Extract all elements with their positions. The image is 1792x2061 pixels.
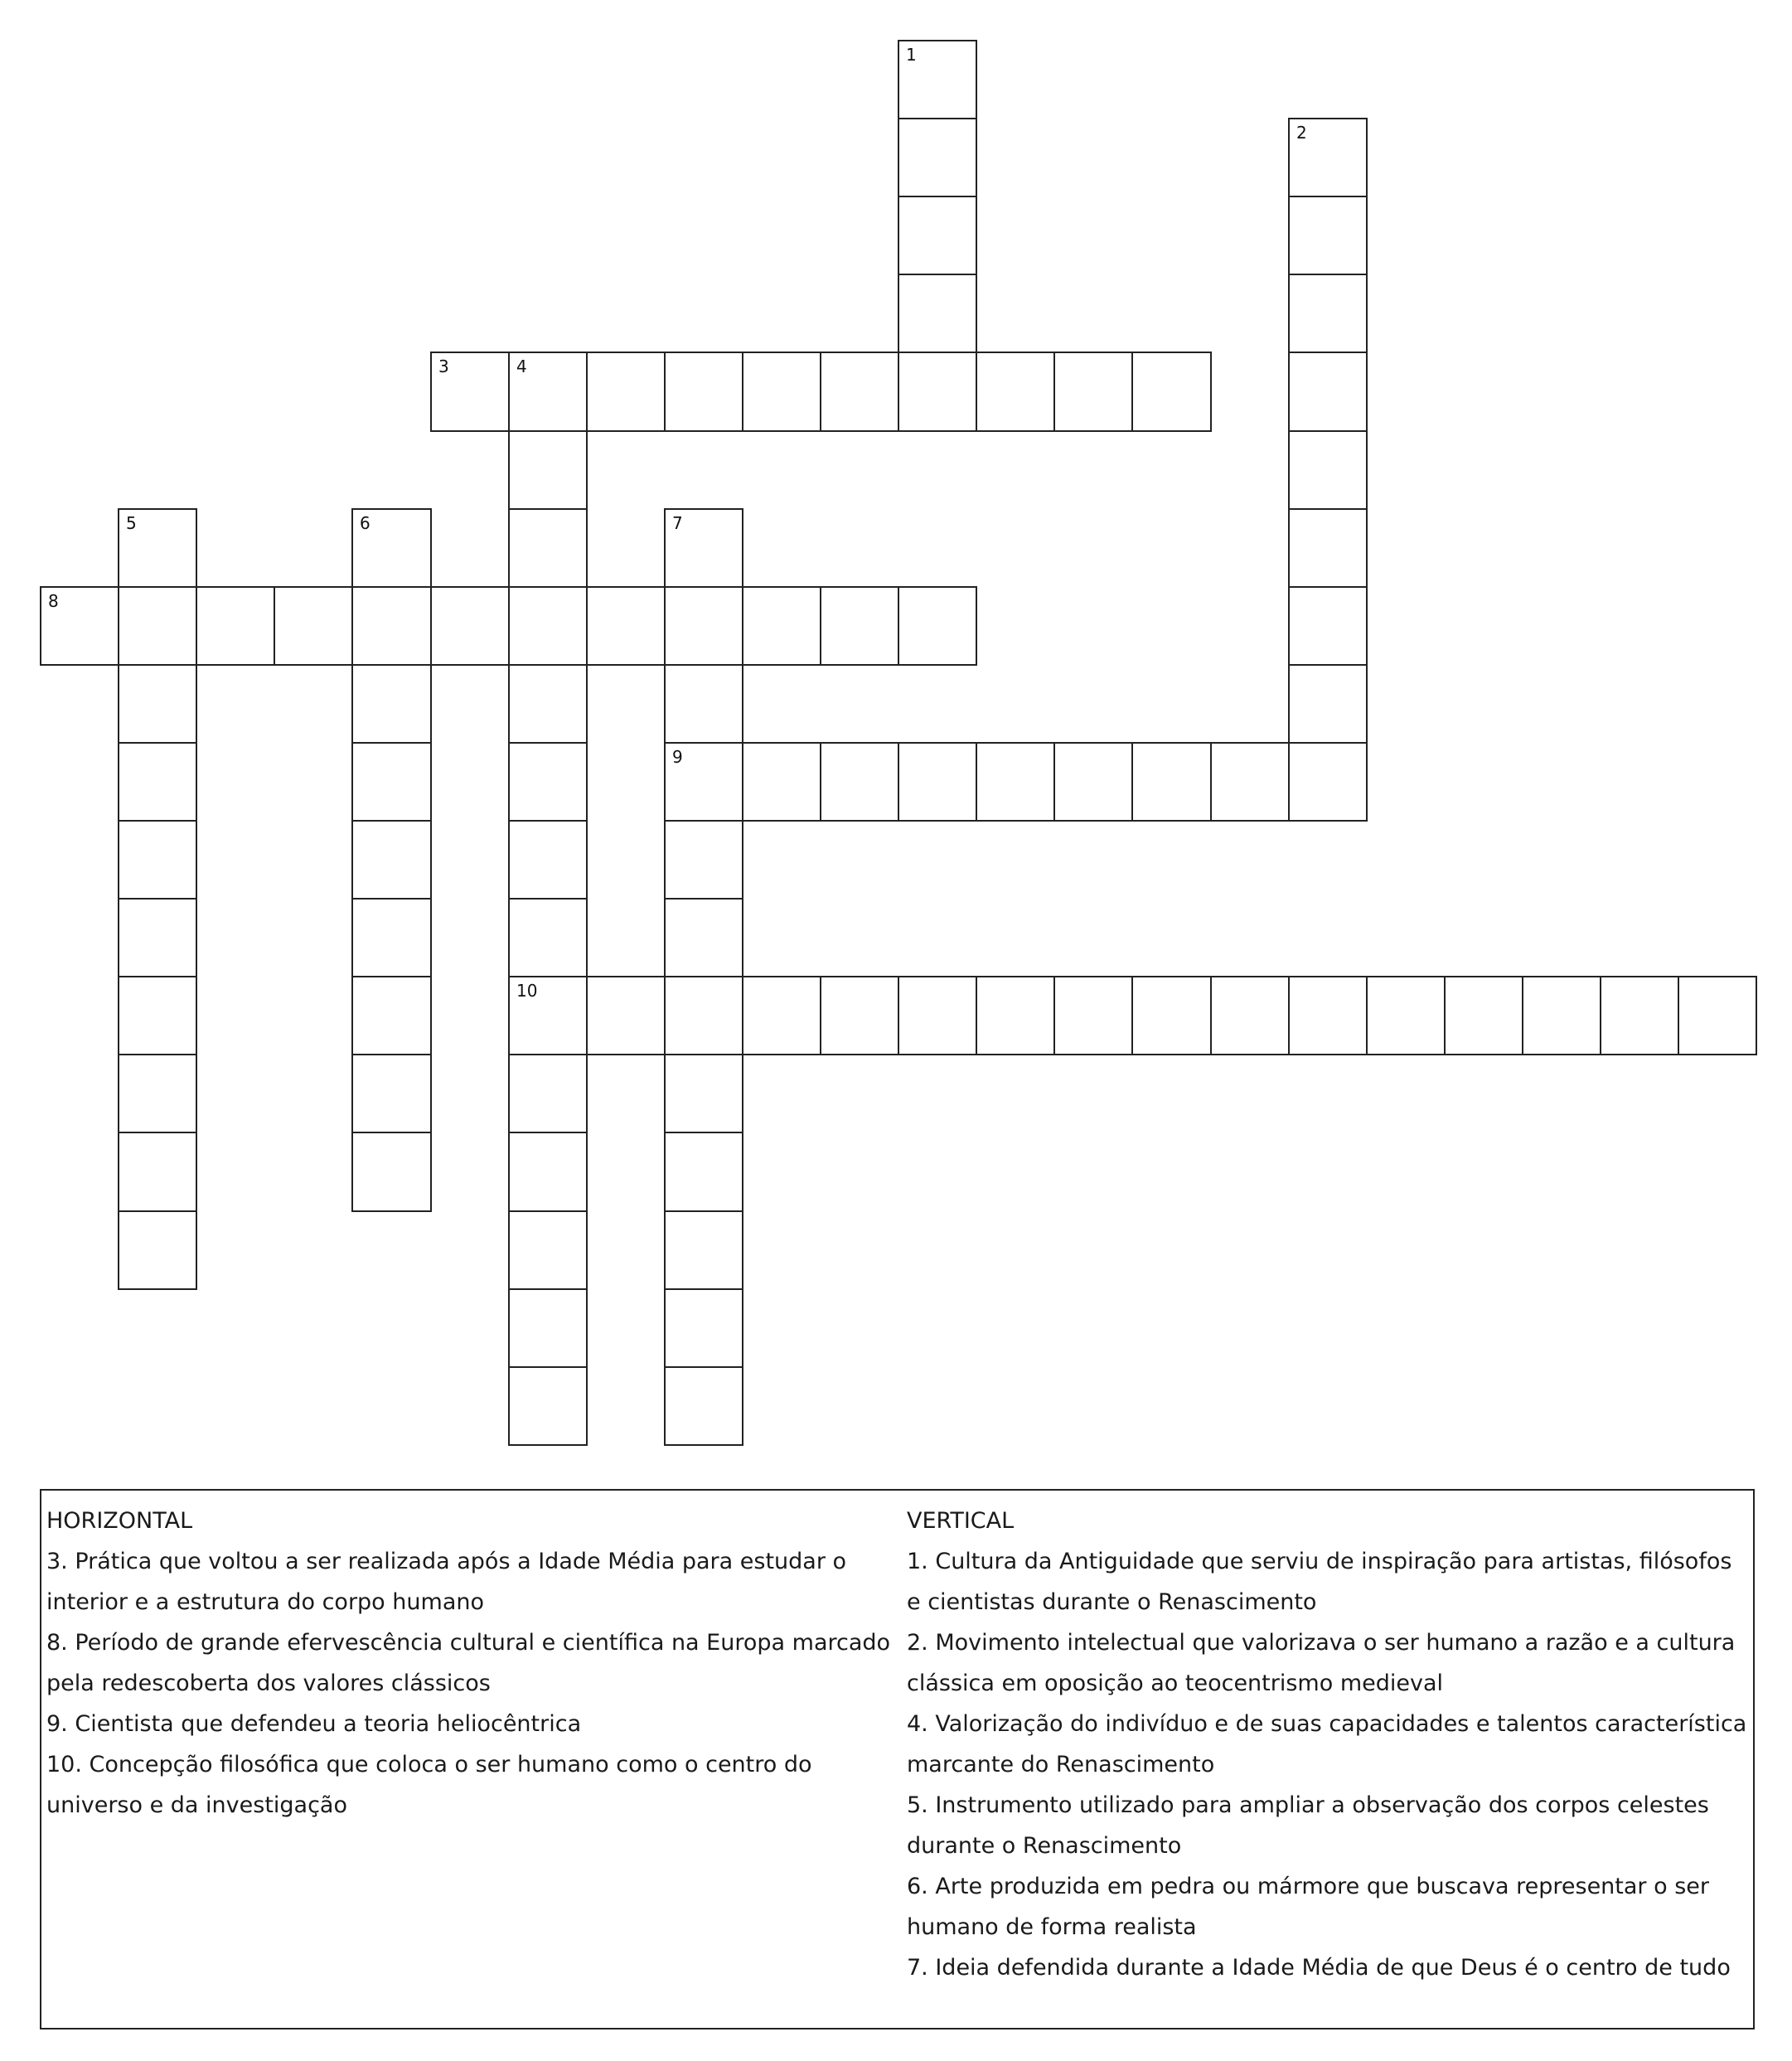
grid-cell[interactable] [1053,976,1133,1055]
clue-number: 3 [438,356,449,376]
grid-cell[interactable] [898,40,977,119]
clue-down-2: 2. Movimento intelectual que valorizava o ser humano a razão e a cultura clássica em oposição ao teocentrismo medieval [907,1630,1736,1696]
grid-cell[interactable] [820,976,899,1055]
grid-cell[interactable] [1288,352,1368,432]
grid-cell[interactable] [118,820,197,900]
grid-cell[interactable] [1210,976,1290,1055]
grid-cell[interactable] [976,742,1055,822]
grid-cell[interactable] [664,742,743,822]
grid-cell[interactable] [1288,274,1368,353]
grid-cell[interactable] [351,1054,432,1133]
grid-cell[interactable] [351,664,432,744]
clue-across-3: 3. Prática que voltou a ser realizada após a Idade Média para estudar o interior e a estrutura do corpo humano [46,1549,847,1615]
grid-cell[interactable] [742,586,821,666]
grid-cell[interactable] [820,742,899,822]
vertical-heading: VERTICAL [907,1508,1015,1534]
horizontal-clues [46,1501,892,1826]
clue-number: 10 [516,981,538,1001]
clue-down-7: 7. Ideia defendida durante a Idade Média de que Deus é o centro de tudo [907,1955,1731,1981]
clue-across-8: 8. Período de grande efervescência cultural e científica na Europa marcado pela redescoberta dos valores clássicos [46,1630,891,1696]
grid-cell[interactable] [742,742,821,822]
grid-cell[interactable] [586,586,666,666]
grid-cell[interactable] [1522,976,1601,1055]
grid-cell[interactable] [1366,976,1446,1055]
grid-cell[interactable] [1210,742,1290,822]
grid-cell[interactable] [1053,742,1133,822]
clue-number: 6 [360,513,371,533]
grid-cell[interactable] [118,1054,197,1133]
grid-cell[interactable] [351,898,432,977]
grid-cell[interactable] [196,586,275,666]
grid-cell[interactable] [664,1288,743,1368]
grid-cell[interactable] [1288,508,1368,588]
grid-cell[interactable] [1288,664,1368,744]
grid-cell[interactable] [351,742,432,822]
grid-cell[interactable] [664,352,743,432]
clue-number: 7 [672,513,683,533]
grid-cell[interactable] [118,742,197,822]
grid-cell[interactable] [508,742,588,822]
grid-cell[interactable] [508,430,588,510]
grid-cell[interactable] [1288,196,1368,275]
clue-number: 4 [516,356,527,376]
grid-cell[interactable] [118,586,197,666]
grid-cell[interactable] [1288,430,1368,510]
grid-cell[interactable] [898,976,977,1055]
grid-cell[interactable] [508,352,588,432]
grid-cell[interactable] [1131,352,1212,432]
grid-cell[interactable] [430,352,510,432]
grid-cell[interactable] [664,508,743,588]
grid-cell[interactable] [898,118,977,197]
grid-cell[interactable] [351,586,432,666]
grid-cell[interactable] [351,1132,432,1212]
grid-cell[interactable] [1288,586,1368,666]
grid-cell[interactable] [508,1366,588,1446]
clue-down-6: 6. Arte produzida em pedra ou mármore que buscava representar o ser humano de forma realista [907,1874,1709,1940]
grid-cell[interactable] [898,742,977,822]
grid-cell[interactable] [586,976,666,1055]
grid-cell[interactable] [508,820,588,900]
grid-cell[interactable] [664,586,743,666]
grid-cell[interactable] [118,508,197,588]
grid-cell[interactable] [1600,976,1679,1055]
grid-cell[interactable] [118,1132,197,1212]
clue-across-10: 10. Concepção filosófica que coloca o ser humano como o centro do universo e da investigação [46,1752,812,1818]
grid-cell[interactable] [1131,976,1212,1055]
grid-cell[interactable] [351,508,432,588]
grid-cell[interactable] [508,1054,588,1133]
clue-number: 1 [906,45,917,65]
grid-cell[interactable] [898,586,977,666]
grid-cell[interactable] [1444,976,1523,1055]
grid-cell[interactable] [1131,742,1212,822]
grid-cell[interactable] [664,664,743,744]
clue-down-5: 5. Instrumento utilizado para ampliar a observação dos corpos celestes durante o Renascimento [907,1792,1709,1859]
grid-cell[interactable] [118,976,197,1055]
grid-cell[interactable] [508,664,588,744]
grid-cell[interactable] [664,1054,743,1133]
grid-cell[interactable] [118,664,197,744]
grid-cell[interactable] [742,352,821,432]
grid-cell[interactable] [351,976,432,1055]
clue-number: 8 [48,591,59,611]
vertical-clues [907,1501,1752,1988]
grid-cell[interactable] [508,1210,588,1290]
grid-cell[interactable] [898,274,977,353]
clue-down-1: 1. Cultura da Antiguidade que serviu de inspiração para artistas, filósofos e cientistas durante o Renascimento [907,1549,1732,1615]
clue-number: 9 [672,747,683,767]
grid-cell[interactable] [664,1132,743,1212]
grid-cell[interactable] [820,586,899,666]
grid-cell[interactable] [820,352,899,432]
horizontal-heading: HORIZONTAL [46,1508,193,1534]
grid-cell[interactable] [508,976,588,1055]
grid-cell[interactable] [118,898,197,977]
grid-cell[interactable] [586,352,666,432]
grid-cell[interactable] [351,820,432,900]
grid-cell[interactable] [1288,118,1368,197]
grid-cell[interactable] [898,352,977,432]
grid-cell[interactable] [664,1210,743,1290]
grid-cell[interactable] [1678,976,1757,1055]
grid-cell[interactable] [40,586,119,666]
grid-cell[interactable] [508,898,588,977]
grid-cell[interactable] [664,898,743,977]
grid-cell[interactable] [976,352,1055,432]
grid-cell[interactable] [664,820,743,900]
grid-cell[interactable] [508,586,588,666]
grid-cell[interactable] [1053,352,1133,432]
grid-cell[interactable] [508,508,588,588]
grid-cell[interactable] [430,586,510,666]
clue-number: 5 [126,513,137,533]
grid-cell[interactable] [664,976,743,1055]
grid-cell[interactable] [976,976,1055,1055]
grid-cell[interactable] [508,1288,588,1368]
grid-cell[interactable] [898,196,977,275]
grid-cell[interactable] [118,1210,197,1290]
grid-cell[interactable] [664,1366,743,1446]
clues-box [40,1489,1755,2029]
grid-cell[interactable] [274,586,353,666]
grid-cell[interactable] [1288,742,1368,822]
grid-cell[interactable] [508,1132,588,1212]
grid-cell[interactable] [742,976,821,1055]
clue-across-9: 9. Cientista que defendeu a teoria heliocêntrica [46,1711,582,1737]
clue-down-4: 4. Valorização do indivíduo e de suas capacidades e talentos característica marcante do Renascimento [907,1711,1747,1777]
clue-number: 2 [1296,123,1307,143]
grid-cell[interactable] [1288,976,1368,1055]
